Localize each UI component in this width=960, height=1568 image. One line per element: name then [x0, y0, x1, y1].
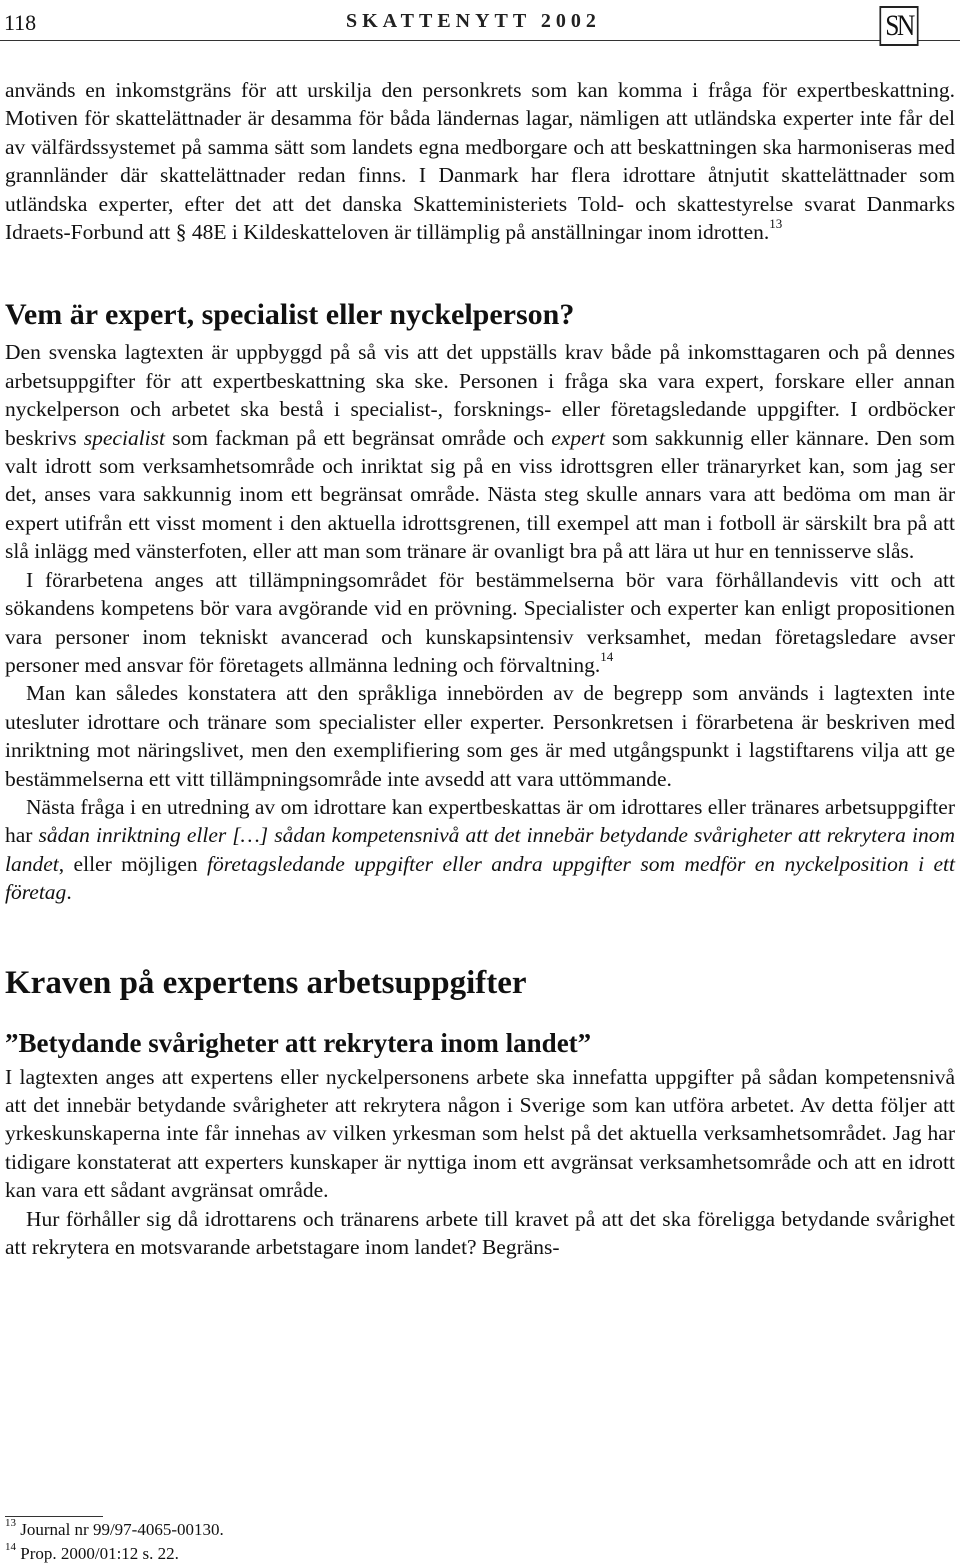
- paragraph-text: Nästa fråga i en utredning av om idrottare kan expertbeskattas är om idrottares eller tränares arbetsuppgifter har: [5, 794, 955, 848]
- journal-title: SKATTENYTT 2002: [346, 10, 601, 32]
- footnote-ref: 14: [600, 648, 614, 664]
- footnotes: [5, 1518, 224, 1566]
- paragraph: [5, 76, 955, 246]
- paragraph: Man kan således konstatera att den språkliga innebörden av de begrepp som används i lagtexten inte utesluter idrottare och tränare som specialister eller experter. Personkretsen i förarbetena är beskriven med inriktning mot näringslivet, men den exemplifiering som ges är med utgångspunkt i lagstiftarens vilja att ge bestämmelserna ett vitt tillämpningsområde inte avsedd att vara uttömmande.: [5, 681, 955, 791]
- emphasis: expert: [551, 425, 605, 450]
- paragraph-text: .: [66, 880, 72, 905]
- paragraph-text: som fackman på ett begränsat område och: [164, 425, 552, 450]
- subsection-heading: ”Betydande svårigheter att rekrytera inom landet”: [5, 1027, 592, 1058]
- paragraph: [5, 338, 955, 565]
- footnote-text: Journal nr 99/97-4065-00130.: [20, 1520, 224, 1539]
- page-number: 118: [4, 10, 37, 35]
- footnote-ref: 13: [769, 215, 783, 231]
- paragraph-text: , eller möjligen: [58, 851, 208, 876]
- footnote-rule: [5, 1516, 103, 1517]
- journal-logo: SN: [879, 6, 918, 46]
- paragraph: [5, 566, 955, 680]
- paragraph-text: som sakkunnig eller kännare. Den som valt idrott som verksamhetsområde och inriktat sig på en viss idrottsgren eller tränaryrket kan, som jag ser det, anses vara sakkunnig inom ett begränsat område. Nästa steg skulle annars vara att bedöma om man är expert utifrån ett visst moment i den aktuella idrottsgrenen, till exempel att man i fotboll är särskilt bra på att slå inlägg med vänsterfoten, eller att man som tränare är ovanligt bra på att lära ut hur en tennisserve slås.: [5, 425, 955, 564]
- emphasis: sådan inriktning eller […] sådan kompetensnivå att det innebär betydande svårigheter att rekrytera inom landet: [5, 823, 955, 876]
- section-heading: Vem är expert, specialist eller nyckelperson?: [5, 298, 575, 332]
- footnote: [5, 1542, 224, 1566]
- footnote: [5, 1518, 224, 1542]
- chapter-heading: Kraven på expertens arbetsuppgifter: [5, 964, 527, 1001]
- paragraph: Hur förhåller sig då idrottarens och tränarens arbete till kravet på att det ska föreligga betydande svårighet att rekrytera en motsvarande arbetstagare inom landet? Begräns-: [5, 1206, 955, 1259]
- paragraph: I lagtexten anges att expertens eller nyckelpersonens arbete ska innefatta uppgifter på sådan kompetensnivå att det innebär betydande svårigheter att rekrytera någon i Sverige som kan utföra arbetet. Av detta följer att yrkeskunskaperna inte får innehas av vilken yrkesman som helst på det aktuella verksamhetsområdet. Jag har tidigare konstaterat att experters kunskaper är nyttiga inom ett avgränsat verksamhetsområde och att en idrott kan vara ett sådant avgränsat område.: [5, 1064, 955, 1203]
- header-rule: [0, 40, 960, 41]
- footnote-number: 13: [5, 1517, 16, 1530]
- emphasis: specialist: [83, 425, 165, 450]
- footnote-text: Prop. 2000/01:12 s. 22.: [20, 1544, 179, 1563]
- paragraph-text: I förarbetena anges att tillämpningsområdet för bestämmelserna bör vara förhållandevis vitt och att sökandens kompetens bör vara avgörande vid en prövning. Specialister och experter kan enligt propositionen vara personer inom tekniskt avancerad och kunskapsintensiv verksamhet, medan företagsledare avser personer med ansvar för företagets allmänna ledning och förvaltning.: [5, 567, 955, 677]
- footnote-number: 14: [5, 1541, 16, 1554]
- paragraph-text: används en inkomstgräns för att urskilja den personkrets som kan komma i fråga för expertbeskattning. Motiven för skattelättnader är desamma för båda ländernas lagar, nämligen att utländska experter inte får del av välfärdssystemet på samma sätt som landets egna medborgare och att beskattningen ska harmoniseras med grannländer där skattelättnader redan finns. I Danmark har flera idrottare åtnjutit skattelättnader som utländska experter, efter det att det danska Skatteministeriets Told- och skattestyrelse svarat Danmarks Idraets-Forbund att § 48E i Kildeskatteloven är tillämplig på anställningar inom idrotten.: [5, 78, 955, 245]
- emphasis: företagsledande uppgifter eller andra uppgifter som medför en nyckelposition i ett företag: [5, 851, 955, 905]
- paragraph-text: Den svenska lagtexten är uppbyggd på så vis att det uppställs krav både på inkomsttagaren och på dennes arbetsuppgifter för att expertbeskattning ska ske. Personen i fråga ska vara expert, forskare eller annan nyckelperson och arbetet ska bestå i specialist-, forsknings- eller företagsledande uppgifter. I ordböcker beskrivs: [5, 340, 955, 450]
- page-header: [0, 0, 960, 48]
- article-body: [5, 76, 955, 1261]
- paragraph: [5, 793, 955, 907]
